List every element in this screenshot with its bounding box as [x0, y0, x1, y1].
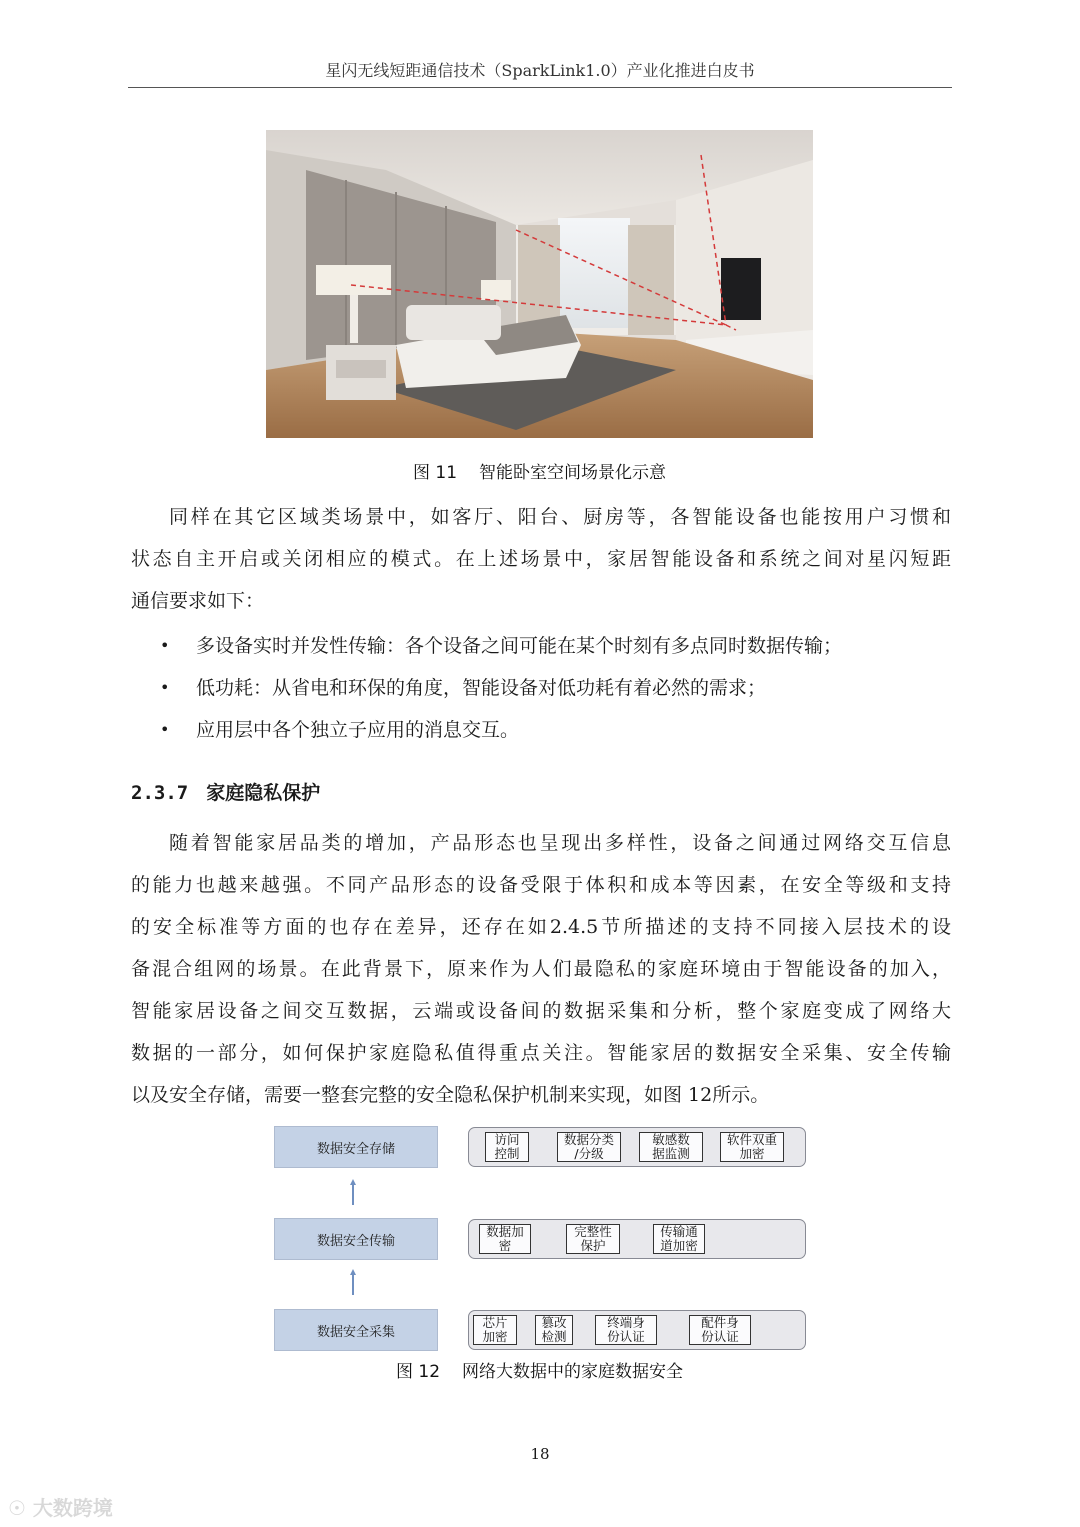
measure-chip: 数据分类 /分级 — [557, 1132, 621, 1162]
list-item-text: 应用层中各个独立子应用的消息交互。 — [196, 719, 520, 741]
paragraph-line: 以及安全存储，需要一整套完整的安全隐私保护机制来实现，如图 12所示。 — [131, 1084, 770, 1106]
page-number: 18 — [530, 1445, 550, 1463]
paragraph-line: 智能家居设备之间交互数据，云端或设备间的数据采集和分析，整个家庭变成了网络大 — [131, 1000, 951, 1022]
paragraph-2 — [131, 822, 951, 1116]
paragraph-line: 数据的一部分，如何保护家庭隐私值得重点关注。智能家居的数据安全采集、安全传输 — [131, 1042, 951, 1064]
section-heading — [131, 778, 320, 805]
paragraph-1 — [131, 496, 951, 622]
bullet-dot-icon: • — [160, 720, 170, 739]
transmission-measures — [468, 1219, 806, 1259]
list-item — [160, 709, 950, 751]
stage-collection: 数据安全采集 — [274, 1309, 438, 1351]
collection-measures — [468, 1310, 806, 1350]
list-item-text: 多设备实时并发性传输：各个设备之间可能在某个时刻有多点同时数据传输； — [196, 635, 843, 657]
list-item — [160, 625, 950, 667]
arrow-up-icon — [350, 1179, 356, 1205]
paragraph-line: 通信要求如下： — [131, 590, 265, 612]
measure-chip: 传输通 道加密 — [653, 1224, 705, 1254]
paragraph-line: 的安全标准等方面的也存在差异，还存在如2.4.5节所描述的支持不同接入层技术的设 — [131, 916, 951, 938]
arrow-up-icon — [350, 1269, 356, 1295]
paragraph-line: 同样在其它区域类场景中，如客厅、阳台、厨房等，各智能设备也能按用户习惯和 — [169, 506, 951, 528]
figure-12-number: 图 12 — [395, 1362, 441, 1382]
storage-measures — [468, 1127, 806, 1167]
paragraph-line: 的能力也越来越强。不同产品形态的设备受限于体积和成本等因素，在安全等级和支持 — [131, 874, 951, 896]
measure-chip: 配件身 份认证 — [689, 1315, 751, 1345]
paragraph-line: 状态自主开启或关闭相应的模式。在上述场景中，家居智能设备和系统之间对星闪短距 — [131, 548, 951, 570]
measure-chip: 敏感数 据监测 — [639, 1132, 703, 1162]
paragraph-line: 随着智能家居品类的增加，产品形态也呈现出多样性，设备之间通过网络交互信息 — [169, 832, 951, 854]
measure-chip: 芯片 加密 — [473, 1315, 517, 1345]
measure-chip: 软件双重 加密 — [720, 1132, 784, 1162]
paragraph-line: 备混合组网的场景。在此背景下，原来作为人们最隐私的家庭环境由于智能设备的加入， — [131, 958, 951, 980]
requirements-list — [160, 625, 950, 751]
bullet-dot-icon: • — [160, 678, 170, 697]
measure-chip: 终端身 份认证 — [595, 1315, 657, 1345]
list-item-text: 低功耗：从省电和环保的角度，智能设备对低功耗有着必然的需求； — [196, 677, 767, 699]
bullet-dot-icon: • — [160, 636, 170, 655]
figure-11-title: 智能卧室空间场景化示意 — [479, 463, 667, 483]
measure-chip: 数据加 密 — [479, 1224, 531, 1254]
figure-11-caption — [266, 458, 813, 483]
stage-transmission: 数据安全传输 — [274, 1218, 438, 1260]
measure-chip: 访问 控制 — [485, 1132, 529, 1162]
header-rule — [128, 87, 952, 88]
section-number: 2.3.7 — [131, 782, 189, 804]
security-diagram — [270, 1122, 810, 1352]
figure-12-title: 网络大数据中的家庭数据安全 — [462, 1362, 684, 1382]
stage-storage: 数据安全存储 — [274, 1126, 438, 1168]
bedroom-photo — [266, 130, 813, 438]
figure-11-number: 图 11 — [412, 463, 458, 483]
running-header: 星闪无线短距通信技术（SparkLink1.0）产业化推进白皮书 — [325, 61, 755, 80]
section-title: 家庭隐私保护 — [206, 782, 321, 804]
watermark — [8, 1492, 113, 1521]
watermark-logo-icon: ☉ — [8, 1496, 33, 1520]
measure-chip: 完整性 保护 — [566, 1224, 620, 1254]
figure-12-caption — [266, 1357, 813, 1382]
list-item — [160, 667, 950, 709]
measure-chip: 篡改 检测 — [535, 1315, 573, 1345]
watermark-text: 大数跨境 — [32, 1496, 113, 1520]
